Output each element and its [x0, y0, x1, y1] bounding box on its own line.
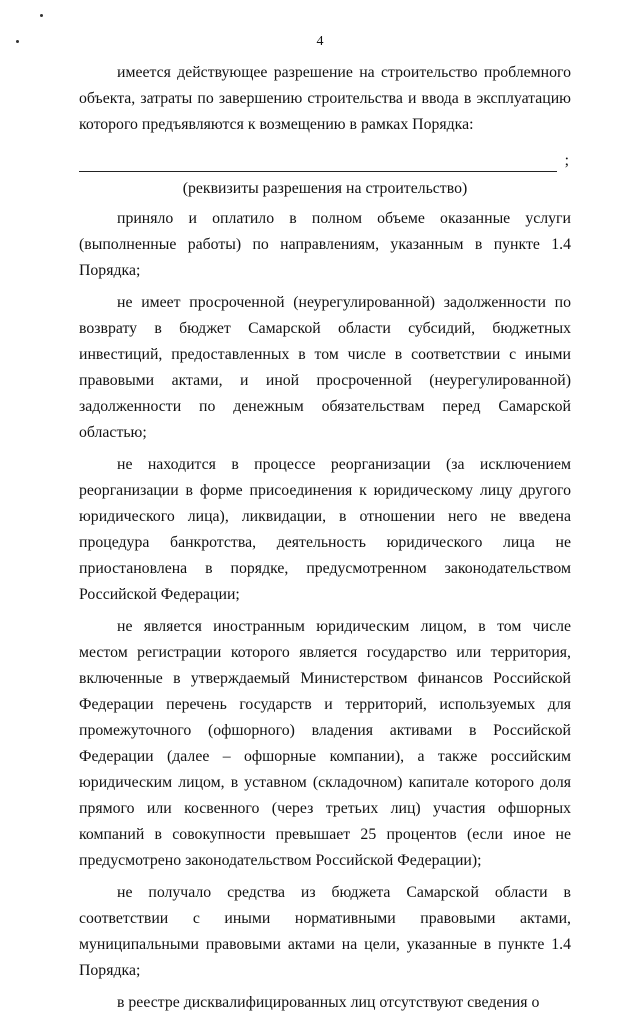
paragraph-permit: имеется действующее разрешение на строительство проблемного объекта, затраты по завершению строительства и ввода в эксплуатацию которого предъявляются к возмещению в рамках Порядка:: [79, 64, 571, 133]
paragraph-services-paid: приняло и оплатило в полном объеме оказанные услуги (выполненные работы) по направлениям, указанным в пункте 1.4 Порядка;: [79, 210, 571, 279]
paragraph-disqualified-registry: в реестре дисквалифицированных лиц отсутствуют сведения о: [117, 994, 540, 1011]
page-number: 4: [316, 34, 324, 49]
paragraph-no-debt: не имеет просроченной (неурегулированной) задолженности по возврату в бюджет Самарской области субсидий, бюджетных инвестиций, предоставленных в том числе в соответствии с иными правовыми актами, и иной просроченной (неурегулированной) задолженности по денежным обязательствам перед Самарской областью;: [79, 294, 571, 441]
paragraph-not-foreign: не является иностранным юридическим лицом, в том числе местом регистрации которого является государство или территория, включенные в утверждаемый Министерством финансов Российской Федерации перечень государств и территорий, используемых для промежуточного (офшорного) владения активами в Российской Федерации (далее – офшорные компании), а также российским юридическим лицом, в уставном (складочном) капитале которого доля прямого или косвенного (через третьих лиц) участия офшорных компаний в совокупности превышает 25 процентов (если иное не предусмотрено законодательством Российской Федерации);: [79, 618, 571, 869]
permit-details-blank-line: [79, 150, 571, 176]
permit-details-caption: (реквизиты разрешения на строительство): [182, 180, 468, 197]
scan-speck: [40, 14, 43, 17]
blank-line-semicolon: ;: [564, 152, 569, 169]
paragraph-no-reorganization: не находится в процессе реорганизации (за исключением реорганизации в форме присоединения к юридическому лицу другого юридического лица), ликвидации, в отношении него не введена процедура банкротства, деятельность юридического лица не приостановлена в порядке, предусмотренном законодательством Российской Федерации;: [79, 456, 571, 603]
paragraph-no-other-funds: не получало средства из бюджета Самарской области в соответствии с иными нормативными правовыми актами, муниципальными правовыми актами на цели, указанные в пункте 1.4 Порядка;: [79, 884, 571, 979]
document-body: [79, 60, 571, 1016]
fill-in-rule: [79, 171, 557, 172]
